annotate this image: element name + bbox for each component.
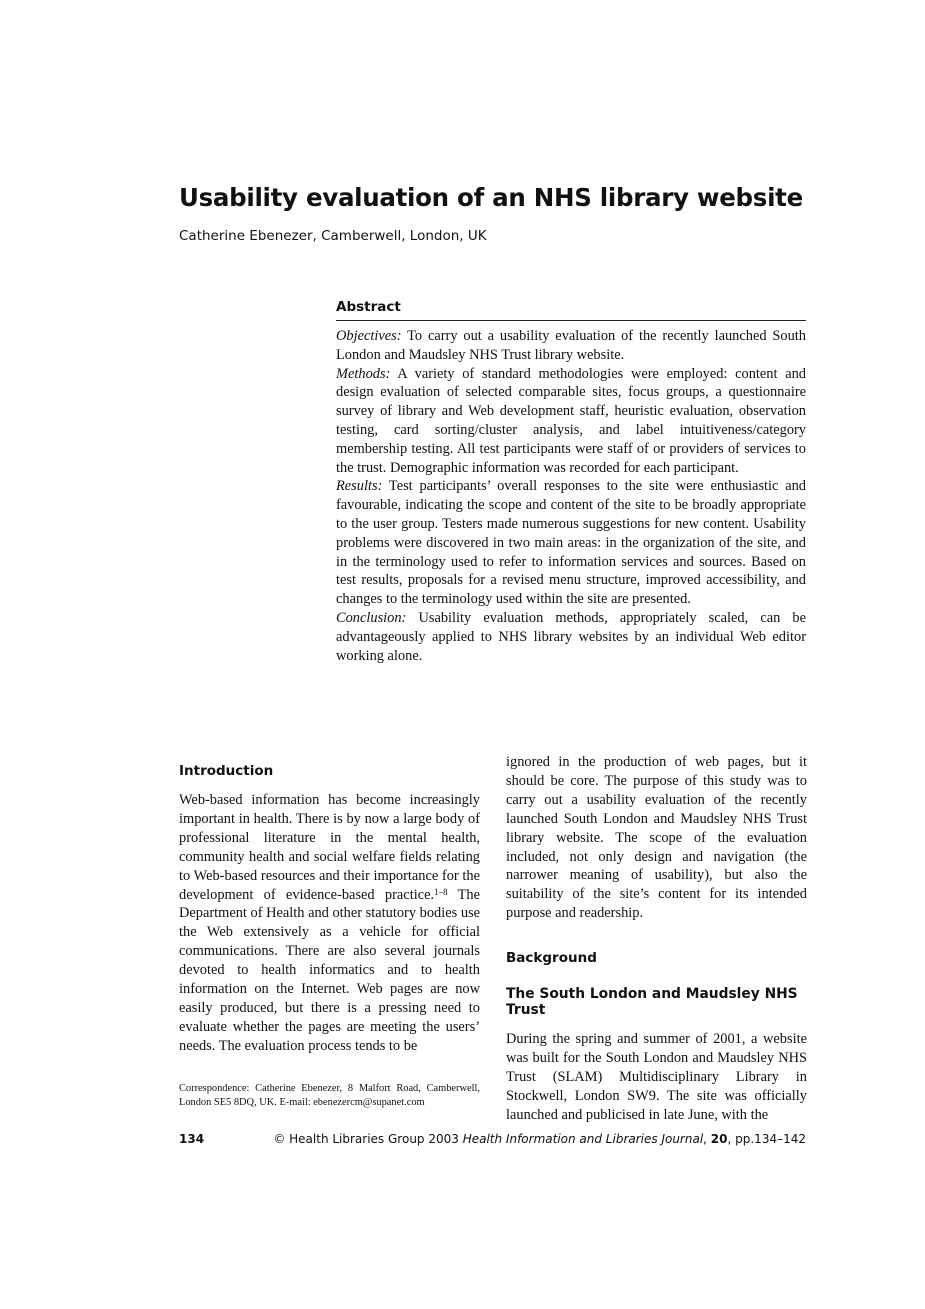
results-label: Results: xyxy=(336,478,383,495)
footer-citation xyxy=(273,1132,806,1146)
correspondence-footnote: Correspondence: Catherine Ebenezer, 8 Malfort Road, Camberwell, London SE5 8DQ, UK. E-mail: ebenezercm@supanet.com xyxy=(179,1083,480,1108)
introduction-heading: Introduction xyxy=(179,763,274,779)
introduction-section xyxy=(179,763,480,1056)
results-text: Test participants’ overall responses to the site were enthusiastic and favourable, indicating the scope and content of the site to be broadly appropriate to the user group. Testers made numerous suggestions for new content. Usability problems were discovered in two main areas: in the organization of the site, and in the terminology used to refer to information services and sources. Based on test results, proposals for a revised menu structure, improved accessibility, and changes to the terminology used within the site are presented. xyxy=(336,478,806,608)
abstract-section xyxy=(336,299,806,665)
right-column xyxy=(506,753,807,1125)
reference-superscript: 1–8 xyxy=(434,886,448,897)
introduction-paragraph xyxy=(179,791,480,1056)
slam-subheading: The South London and Maudsley NHS Trust xyxy=(506,986,798,1019)
slam-paragraph: During the spring and summer of 2001, a website was built for the South London and Maudsley NHS Trust (SLAM) Multidisciplinary Library in Stockwell, London SW9. The site was officially launched and publicised in late June, with the xyxy=(506,1031,807,1123)
methods-text: A variety of standard methodologies were employed: content and design evaluation of selected comparable sites, focus groups, a questionnaire survey of library and Web development staff, heuristic evaluation, observation testing, card sorting/cluster analysis, and label intuitiveness/category membership testing. All test participants were staff of or providers of services to the trust. Demographic information was recorded for each participant. xyxy=(336,365,806,476)
conclusion-label: Conclusion: xyxy=(336,609,407,626)
article-title: Usability evaluation of an NHS library website xyxy=(179,183,803,212)
methods-label: Methods: xyxy=(336,365,391,382)
footer-separator: , xyxy=(703,1132,711,1146)
introduction-text-1: Web-based information has become increasingly important in health. There is by now a large body of professional literature in the mental health, community health and social welfare fields relating to Web-based resources and their importance for the development of evidence-based practice. xyxy=(179,792,480,903)
introduction-continuation: ignored in the production of web pages, but it should be core. The purpose of this study was to carry out a usability evaluation of the recently launched South London and Maudsley NHS Trust library website. The scope of the evaluation included, not only design and navigation (the narrower meaning of usability), but also the suitability of the site’s content for its intended purpose and readership. xyxy=(506,754,807,922)
objectives-text: To carry out a usability evaluation of the recently launched South London and Maudsley NHS Trust library website. xyxy=(336,328,806,363)
page-footer xyxy=(179,1132,806,1150)
page-number: 134 xyxy=(179,1132,205,1146)
journal-name: Health Information and Libraries Journal xyxy=(462,1132,704,1146)
objectives-label: Objectives: xyxy=(336,328,402,344)
journal-pages: , pp.134–142 xyxy=(727,1132,806,1146)
background-heading: Background xyxy=(506,950,597,967)
abstract-body xyxy=(336,327,806,665)
introduction-text-2: The Department of Health and other statutory bodies use the Web extensively as a vehicle for official communications. There are also several journals devoted to health informatics and to health information on the Internet. Web pages are now easily produced, but there is a pressing need to evaluate whether the pages are meeting the users’ needs. The evaluation process tends to be xyxy=(179,886,480,1054)
journal-volume: 20 xyxy=(710,1132,728,1146)
abstract-heading: Abstract xyxy=(336,299,806,321)
conclusion-text: Usability evaluation methods, appropriately scaled, can be advantageously applied to NHS library websites by an individual Web editor working alone. xyxy=(336,609,806,664)
copyright-text: © Health Libraries Group 2003 xyxy=(273,1132,463,1146)
author-line: Catherine Ebenezer, Camberwell, London, UK xyxy=(179,228,487,244)
